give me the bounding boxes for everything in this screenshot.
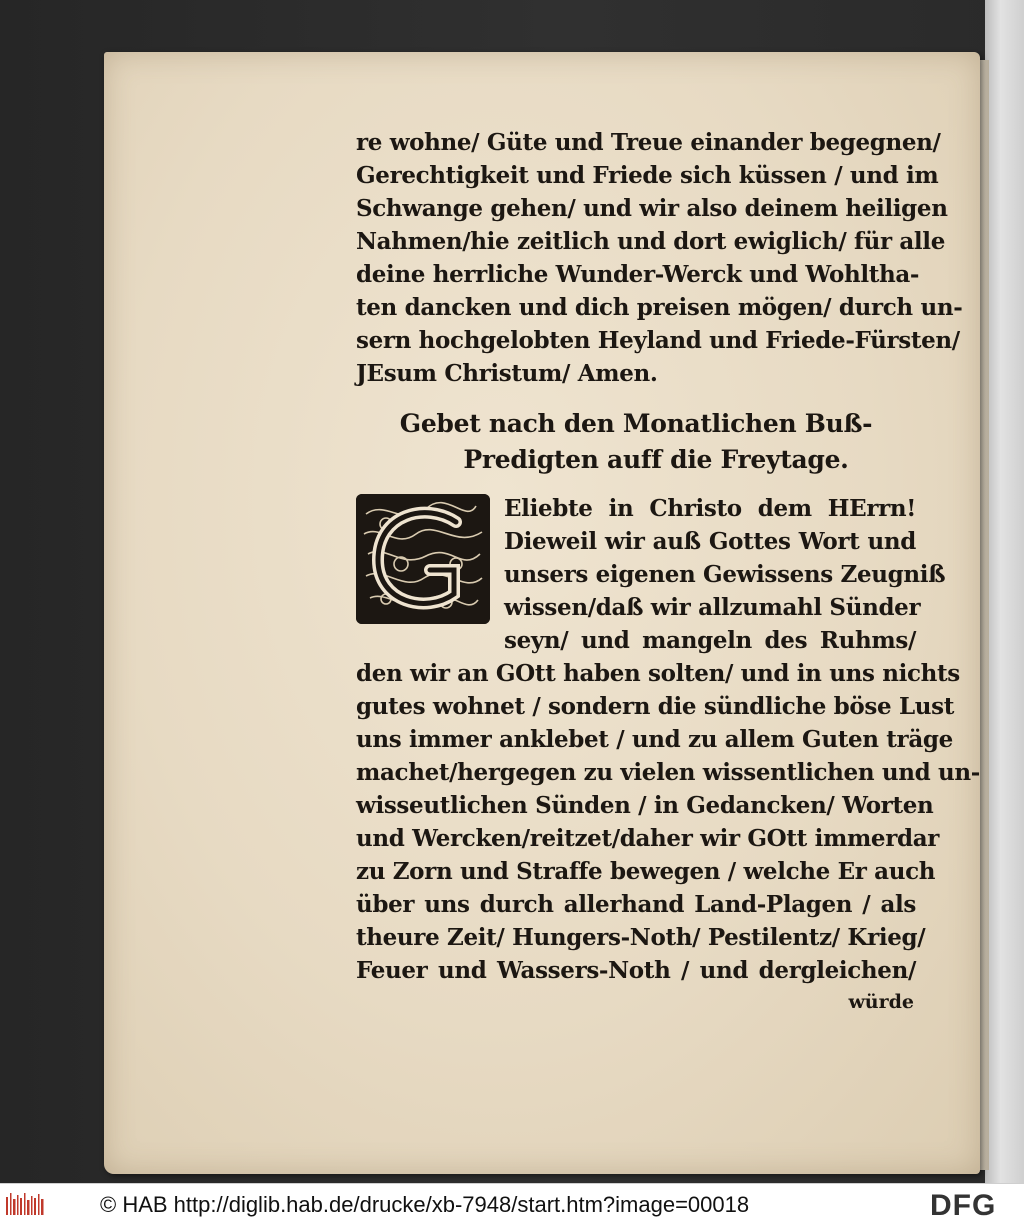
text-line: unsers eigenen Gewissens Zeugniß: [504, 561, 946, 588]
catchword: würde: [848, 991, 914, 1013]
text-line: uns immer anklebet / und zu allem Guten träge: [356, 726, 953, 753]
text-line: den wir an GOtt haben solten/ und in uns nichts: [356, 660, 960, 687]
text-line: über uns durch allerhand Land-Plagen / als: [356, 891, 916, 918]
text-line: JEsum Christum/ Amen.: [356, 360, 658, 387]
text-line: Eliebte in Christo dem HErrn!: [504, 495, 916, 522]
text-line: Nahmen/hie zeitlich und dort ewiglich/ für alle: [356, 228, 945, 255]
copyright-url[interactable]: © HAB http://diglib.hab.de/drucke/xb-7948/start.htm?image=00018: [100, 1192, 750, 1217]
text-line: Dieweil wir auß Gottes Wort und: [504, 528, 916, 555]
barcode-icon: [6, 1193, 46, 1215]
text-line: re wohne/ Güte und Treue einander begegnen/: [356, 129, 941, 156]
text-line: machet/hergegen zu vielen wissentlichen und un-: [356, 759, 980, 786]
text-line: zu Zorn und Straffe bewegen / welche Er auch: [356, 858, 936, 885]
footer-bar: [0, 1183, 1024, 1224]
text-line: gutes wohnet / sondern die sündliche böse Lust: [356, 693, 955, 720]
text-line: wisseutlichen Sünden / in Gedancken/ Worten: [356, 792, 934, 819]
text-line: sern hochgelobten Heyland und Friede-Fürsten/: [356, 327, 960, 354]
text-line: und Wercken/reitzet/daher wir GOtt immerdar: [356, 825, 940, 852]
text-line: wissen/daß wir allzumahl Sünder: [504, 594, 921, 621]
prayer-ending: [356, 126, 963, 390]
dfg-logo: DFG: [930, 1189, 997, 1222]
text-line: Schwange gehen/ und wir also deinem heiligen: [356, 195, 948, 222]
heading-line-1: Gebet nach den Monatlichen Buß-: [399, 409, 873, 438]
decorated-initial-g: [356, 494, 490, 624]
text-line: Gerechtigkeit und Friede sich küssen / und im: [356, 162, 939, 189]
text-line: ten dancken und dich preisen mögen/ durch un-: [356, 294, 963, 321]
page-text: [356, 126, 980, 1017]
prayer-body: [356, 492, 980, 1017]
adjacent-leaf: [985, 0, 1024, 1183]
book-page: [104, 52, 980, 1174]
text-line: seyn/ und mangeln des Ruhms/: [504, 627, 916, 654]
prayer-heading: [356, 406, 916, 478]
body-lines: [356, 657, 980, 987]
text-line: theure Zeit/ Hungers-Noth/ Pestilentz/ Krieg/: [356, 924, 926, 951]
heading-line-2: Predigten auff die Freytage.: [463, 445, 849, 474]
text-line: deine herrliche Wunder-Werck und Wohltha-: [356, 261, 920, 288]
text-line: Feuer und Wassers-Noth / und dergleichen/: [356, 957, 916, 984]
